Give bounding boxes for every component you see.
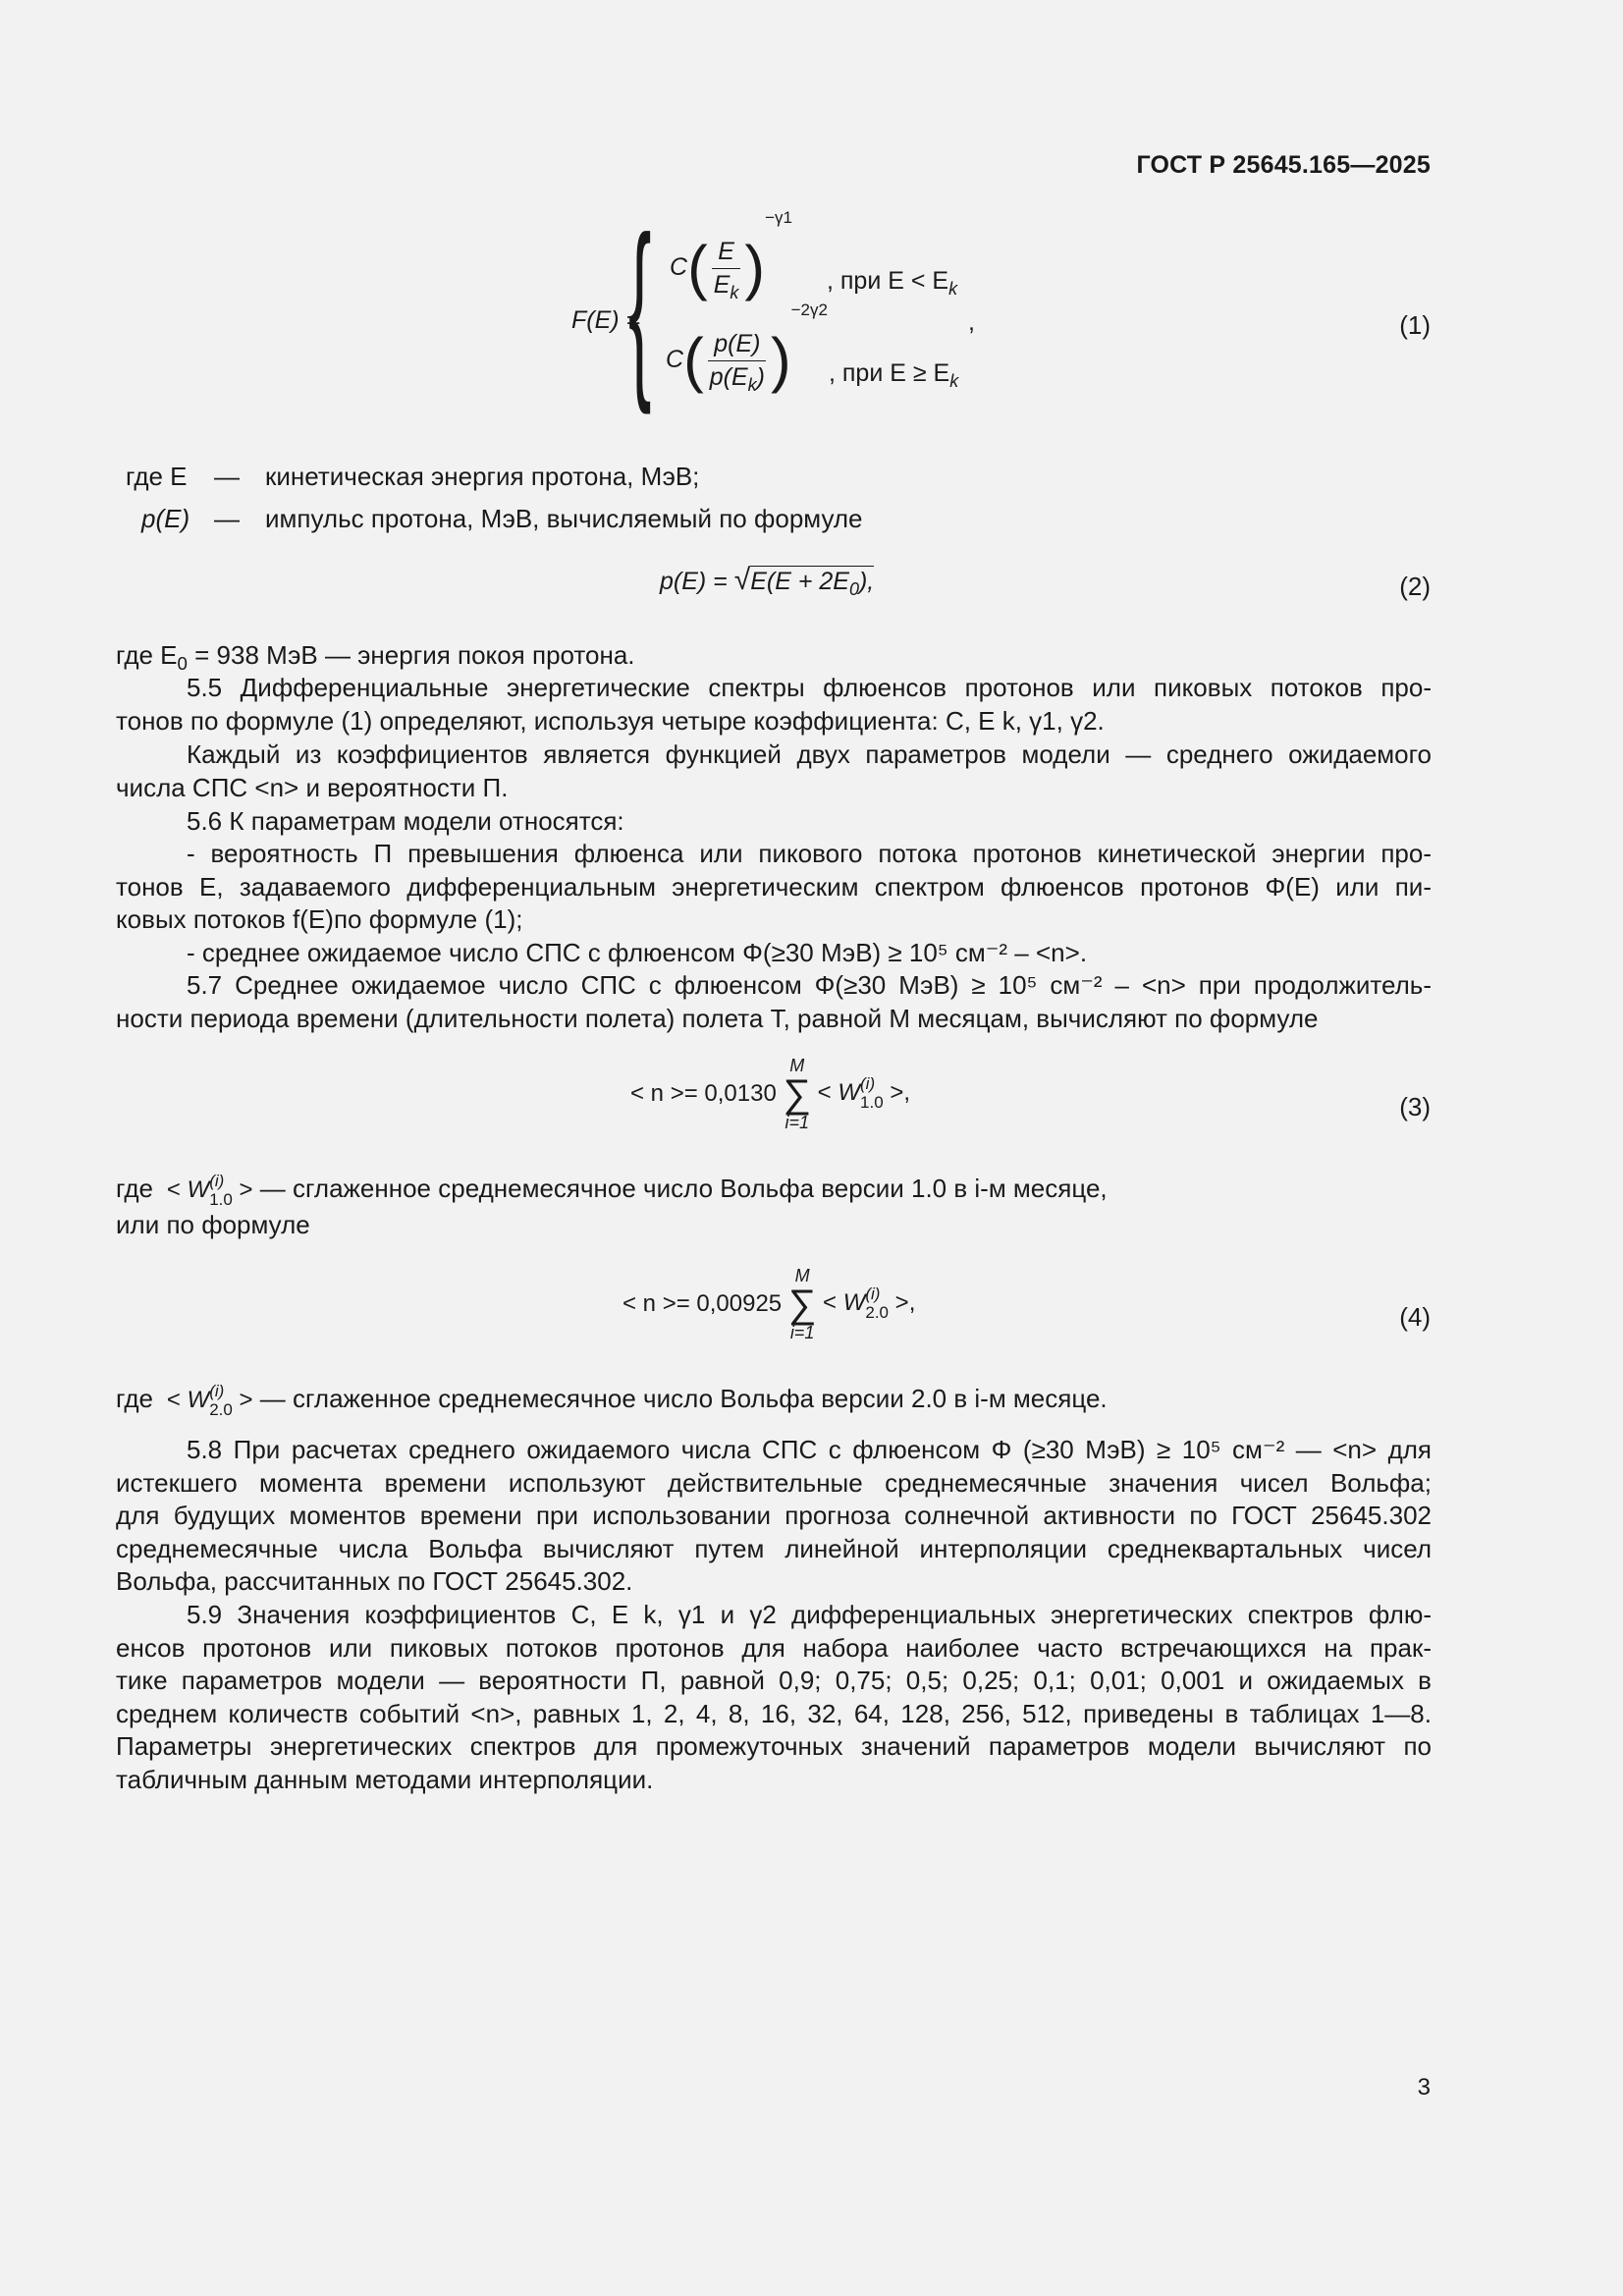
formula-1-case-2: C( $\frac{p(E)}{p(E_k)}$ )$^{-2\gamma 2}$ [666, 300, 828, 395]
paragraph-5-5: 5.5 Дифференциальные энергетические спектры флюенсов протонов или пиковых потоков про- тонов по формуле (1) определяют, используя четыре коэффициента: C, E k, γ1, γ2. [116, 673, 1432, 736]
formula-2: $p(E) = √E(E + 2E_0)$, [660, 564, 875, 599]
paragraph-5-8: 5.8 При расчетах среднего ожидаемого числа СПС с флюенсом Φ (≥30 МэВ) ≥ 10⁵ см⁻² — <n> для истекшего момента времени используют действительные среднемесячные значения чисел Вольфа; для будущих моментов времени при использовании прогноза солнечной активности по ГОСТ 25645.302 среднемесячные числа Вольфа вычисляют путем линейной интерполяции среднеквартальных чисел Вольфа, рассчитанных по ГОСТ 25645.302. [116, 1435, 1432, 1597]
where-e0: где $E_0 = 938$ МэВ — энергия покоя протона. [116, 640, 635, 675]
where-dash-2: — [214, 504, 240, 533]
where-wolf-1-or: или по формуле [116, 1210, 310, 1239]
page-number: 3 [1417, 2074, 1431, 2101]
formula-1-lhs: F(E) = [571, 306, 641, 334]
document-header: ГОСТ Р 25645.165—2025 [1136, 151, 1431, 179]
formula-1-brace: { [628, 196, 652, 415]
formula-1-case-1-condition: , при $E < E_k$ [827, 267, 958, 299]
equation-number-1: (1) [1399, 310, 1431, 340]
paragraph-5-9: 5.9 Значения коэффициентов C, E k, γ1 и γ2 дифференциальных энергетических спектров флю- енсов протонов или пиковых потоков протонов для набора наиболее часто встречающихся на прак- тике параметров модели — вероятности П, равной 0,9; 0,75; 0,5; 0,25; 0,1; 0,01; 0,001 и ожидаемых в среднем количеств событий <n>, равных 1, 2, 4, 8, 16, 32, 64, 128, 256, 512, приведены в таблицах 1—8. Параметры энергетических спектров для промежуточных значений параметров модели вычисляют по табличным данным методами интерполяции. [116, 1600, 1432, 1794]
paragraph-5-5-b: Каждый из коэффициентов является функцией двух параметров модели — среднего ожидаемого числа СПС <n> и вероятности П. [116, 739, 1432, 802]
formula-3-sum: M ∑ i=1 [783, 1056, 811, 1132]
formula-4-sum: M ∑ i=1 [787, 1266, 817, 1342]
equation-number-3: (3) [1399, 1092, 1431, 1121]
formula-1-exp-2: −2γ2 [790, 300, 828, 319]
formula-1-comma: , [968, 308, 975, 336]
paragraph-5-6-a: - вероятность П превышения флюенса или пикового потока протонов кинетической энергии про- тонов E, задаваемого дифференциальным энергетическим спектром флюенсов протонов Φ(E) или пи- ковых потоков f(E)по формуле (1); [116, 839, 1432, 935]
where-text-1: кинетическая энергия протона, МэВ; [265, 462, 700, 491]
where-dash-1: — [214, 462, 240, 491]
formula-4: < n >= 0,00925 M ∑ i=1 < W (i) 2.0 >, [622, 1266, 916, 1342]
paragraph-5-6-b: - среднее ожидаемое число СПС с флюенсом Φ(≥30 МэВ) ≥ 10⁵ см⁻² – <n>. [187, 938, 1088, 967]
paragraph-5-6: 5.6 К параметрам модели относятся: [187, 806, 624, 836]
paragraph-5-7: 5.7 Среднее ожидаемое число СПС с флюенсом Φ(≥30 МэВ) ≥ 10⁵ см⁻² – <n> при продолжитель- ности периода времени (длительности полета) полета T, равной M месяцам, вычисляют по формуле [116, 970, 1432, 1033]
where-wolf-1: где < W (i) 1.0 > — сглаженное среднемесячное число Вольфа версии 1.0 в i-м месяце, [116, 1172, 1108, 1209]
equation-number-4: (4) [1399, 1302, 1431, 1332]
formula-1-exp-1: −γ1 [765, 207, 792, 227]
formula-1-case-2-condition: , при $E \ge E_k$ [829, 359, 959, 391]
where-line-1: где E [126, 462, 188, 491]
formula-1-case-1: C( $\frac{E}{E_k}$ )$^{-\gamma 1}$ [670, 207, 792, 302]
equation-number-2: (2) [1399, 572, 1431, 601]
where-line-2: p(E) [141, 504, 190, 533]
where-text-2: импульс протона, МэВ, вычисляемый по формуле [265, 504, 863, 533]
formula-3: < n >= 0,0130 M ∑ i=1 < W (i) 1.0 >, [630, 1056, 911, 1132]
where-wolf-2: где < W (i) 2.0 > — сглаженное среднемесячное число Вольфа версии 2.0 в i-м месяце. [116, 1382, 1108, 1419]
